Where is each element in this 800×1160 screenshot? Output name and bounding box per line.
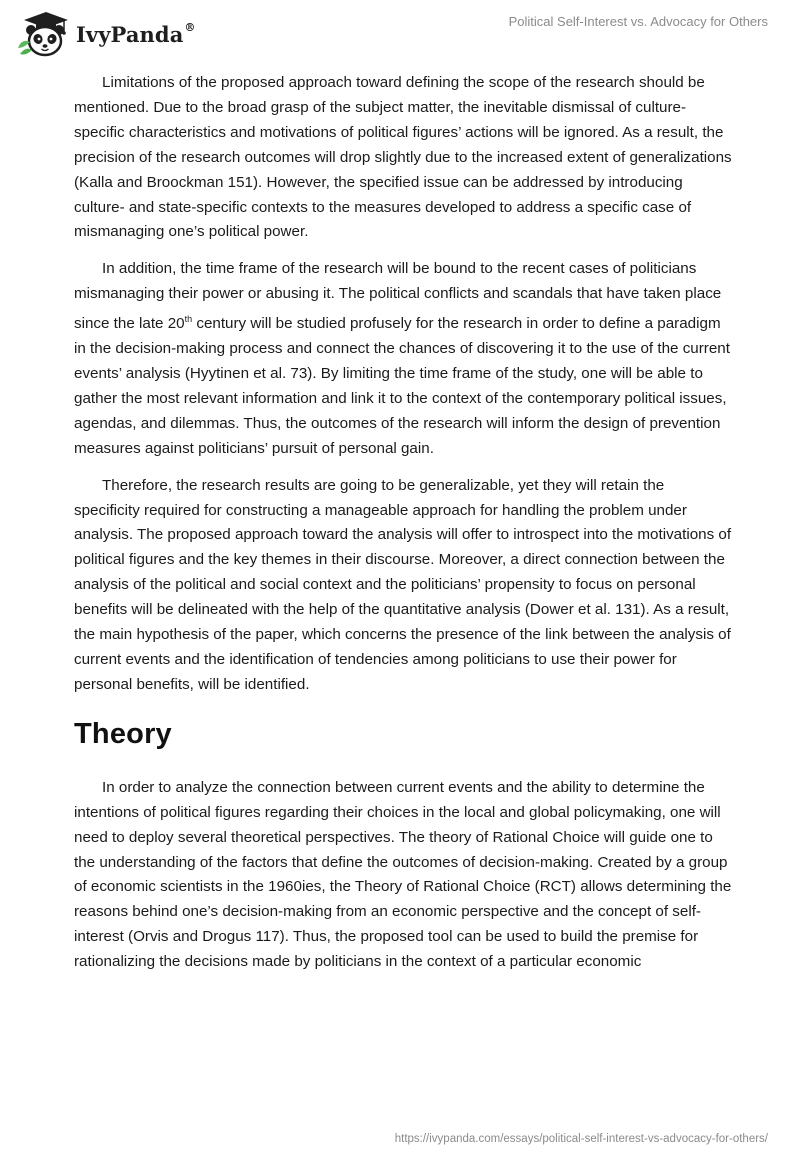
panda-graduate-logo-icon — [14, 8, 70, 58]
essay-content — [74, 71, 734, 987]
page-header — [0, 0, 800, 64]
ivypanda-logo[interactable] — [14, 8, 196, 58]
source-url[interactable]: https://ivypanda.com/essays/political-self-interest-vs-advocacy-for-others/ — [394, 1133, 768, 1145]
paragraph-generalizability: Therefore, the research results are going to be generalizable, yet they will retain the specificity required for constructing a manageable approach for handling the problem under analysis. The proposed approach toward the analysis will offer to introspect into the motivations of political figures and the key themes in their discourse. Moreover, a direct connection between the analysis of the political and social context and the politicians’ propensity to focus on personal benefits will be delineated with the help of the quantitative analysis (Dower et al. 131). As a result, the main hypothesis of the paper, which concerns the presence of the link between the analysis of current events and the identification of tendencies among politicians to use their power for personal benefits, will be identified. — [74, 476, 732, 693]
section-heading-theory: Theory — [74, 717, 172, 750]
paragraph-time-frame: In addition, the time frame of the research will be bound to the recent cases of politicians mismanaging their power or abusing it. The political conflicts and scandals that have taken place since the late 20th century will be studied profusely for the research in order to define a paradigm in the decision-making process and connect the chances of discovering it to the use of the current events’ analysis (Hyytinen et al. 73). By limiting the time frame of the study, one will be able to gather the most relevant information and link it to the context of the contemporary political issues, agendas, and dilemmas. Thus, the outcomes of the research will inform the design of prevention measures against politicians’ pursuit of personal gain. — [74, 260, 730, 457]
logo-wordmark: IvyPanda® — [76, 20, 196, 47]
paragraph-theory: In order to analyze the connection between current events and the ability to determine the intentions of political figures regarding their choices in the local and global policymaking, one will need to deploy several theoretical perspectives. The theory of Rational Choice will guide one to the understanding of the factors that define the outcomes of decision-making. Created by a group of economic scientists in the 1960ies, the Theory of Rational Choice (RCT) allows determining the reasons behind one’s decision-making from an economic perspective and the concept of self-interest (Orvis and Drogus 117). Thus, the proposed tool can be used to build the premise for rationalizing the decisions made by politicians in the context of a particular economic — [74, 778, 732, 971]
paragraph-limitations: Limitations of the proposed approach toward defining the scope of the research should be mentioned. Due to the broad grasp of the subject matter, the inevitable dismissal of culture-specific characteristics and motivations of political figures’ actions will be ignored. As a result, the precision of the research outcomes will drop slightly due to the increased extent of generalizations (Kalla and Broockman 151). However, the specified issue can be addressed by introducing culture- and state-specific contexts to the measures developed to address a specific case of mismanaging one’s political power. — [74, 74, 732, 241]
document-title: Political Self-Interest vs. Advocacy for Others — [508, 14, 768, 29]
